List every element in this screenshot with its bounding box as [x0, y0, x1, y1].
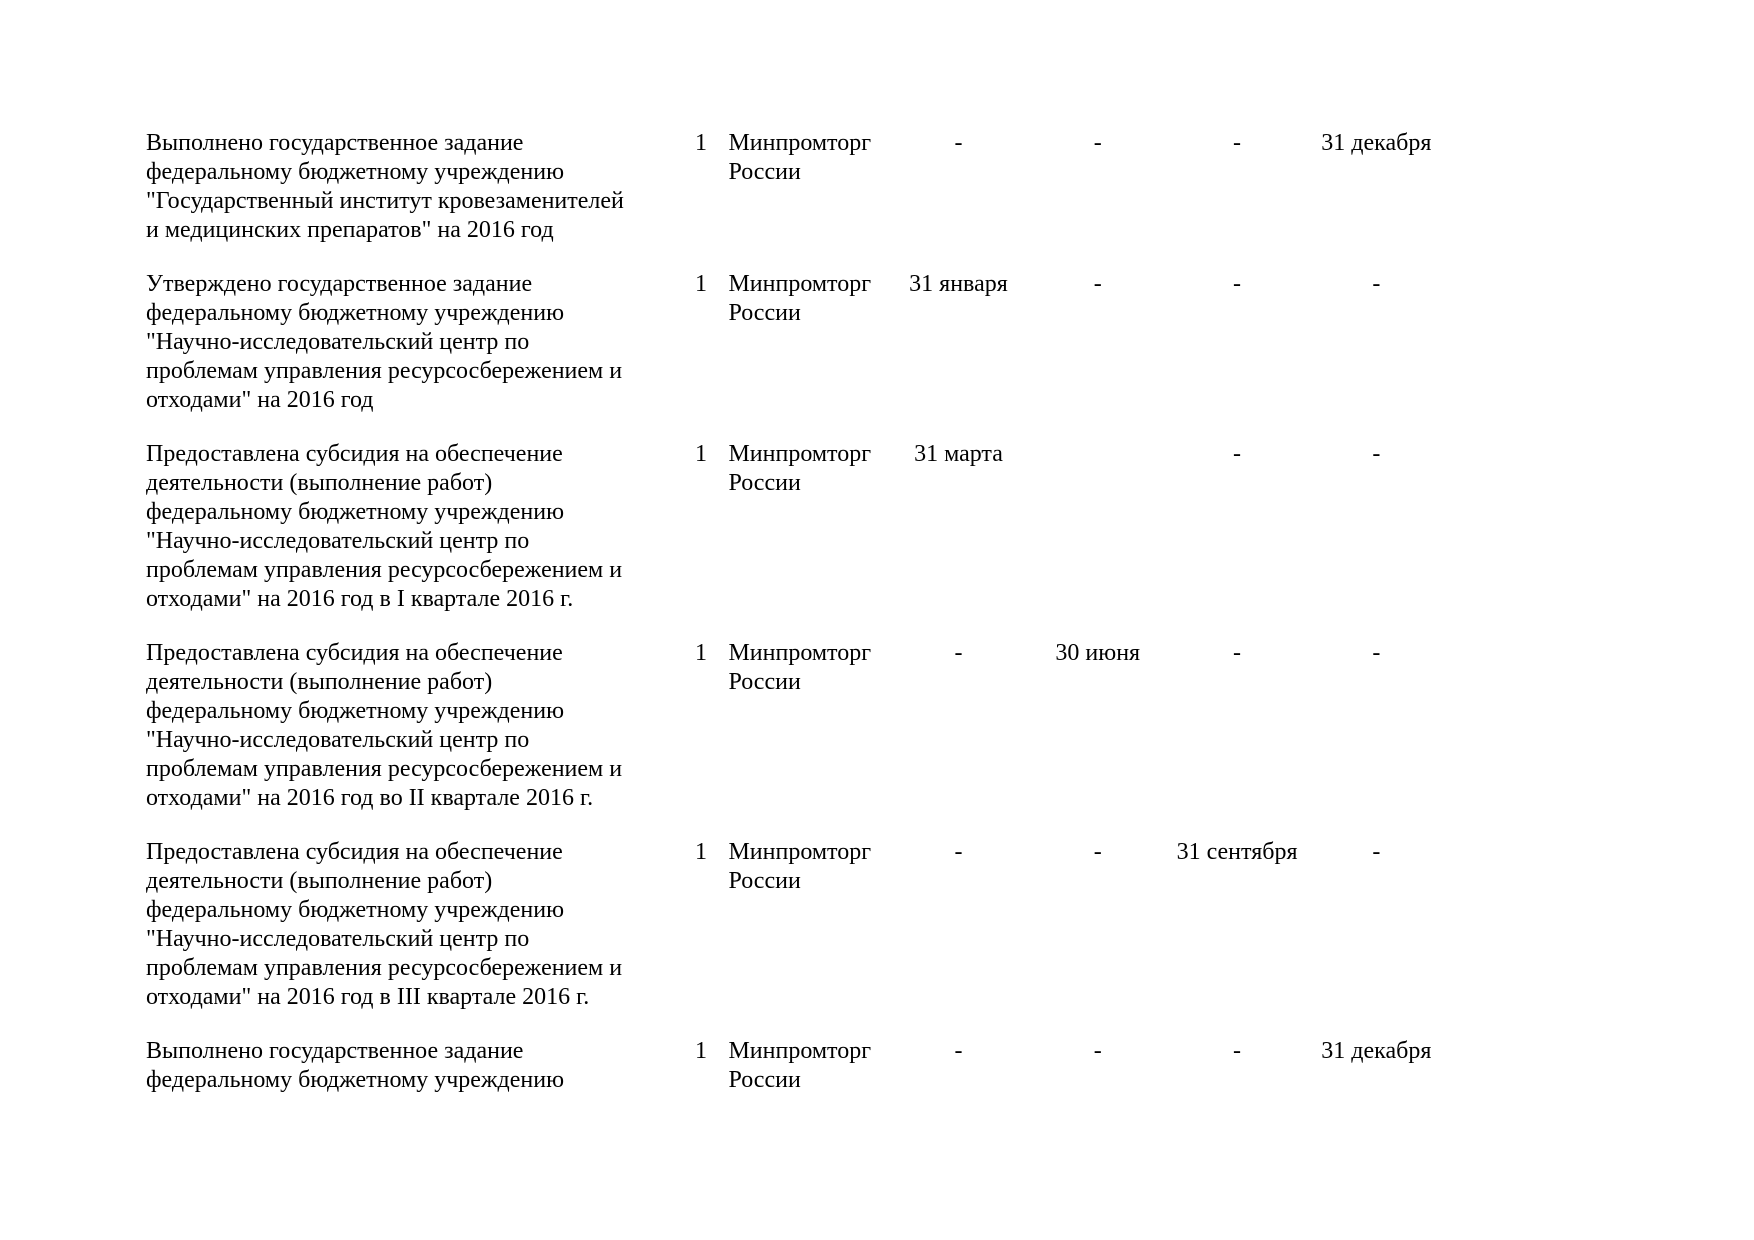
- row-q1-deadline: -: [954, 839, 963, 865]
- row-number: 1: [695, 640, 708, 666]
- row-q1-deadline: -: [954, 1038, 963, 1064]
- plan-table: [146, 129, 1446, 1095]
- table-row: [146, 639, 1446, 838]
- row-q2-deadline: -: [1093, 271, 1102, 297]
- row-number: 1: [695, 1038, 708, 1064]
- row-q3-deadline: 31 сентября: [1176, 839, 1298, 865]
- row-q1-deadline: -: [954, 640, 963, 666]
- row-q3-deadline: -: [1233, 271, 1242, 297]
- row-number: 1: [695, 130, 708, 156]
- row-q1-deadline: 31 января: [909, 271, 1008, 297]
- row-q2-deadline: -: [1093, 130, 1102, 156]
- row-q1-deadline: -: [954, 130, 963, 156]
- row-executor: Минпромторг России: [728, 1038, 872, 1093]
- row-description: Выполнено государственное задание федеральному бюджетному учреждению "Государственный институт кровезаменителей и медицинских препаратов" на 2016 год: [146, 130, 624, 243]
- row-q3-deadline: -: [1233, 441, 1242, 467]
- table-row: [146, 440, 1446, 639]
- row-q3-deadline: -: [1233, 1038, 1242, 1064]
- row-q4-deadline: -: [1372, 839, 1381, 865]
- table-row: [146, 129, 1446, 270]
- row-q4-deadline: 31 декабря: [1321, 1038, 1432, 1064]
- row-description: Предоставлена субсидия на обеспечение деятельности (выполнение работ) федеральному бюджетному учреждению "Научно-исследовательский центр по проблемам управления ресурсосбережением и отходами" на 2016 год в I квартале 2016 г.: [146, 441, 623, 612]
- row-q3-deadline: -: [1233, 640, 1242, 666]
- row-description: Предоставлена субсидия на обеспечение деятельности (выполнение работ) федеральному бюджетному учреждению "Научно-исследовательский центр по проблемам управления ресурсосбережением и отходами" на 2016 год в III квартале 2016 г.: [146, 839, 623, 1010]
- table-row: [146, 838, 1446, 1037]
- row-description: Утверждено государственное задание федеральному бюджетному учреждению "Научно-исследовательский центр по проблемам управления ресурсосбережением и отходами" на 2016 год: [146, 271, 623, 413]
- table-row: [146, 1037, 1446, 1095]
- row-q4-deadline: -: [1372, 271, 1381, 297]
- row-executor: Минпромторг России: [728, 640, 872, 695]
- row-q4-deadline: -: [1372, 640, 1381, 666]
- row-description: Предоставлена субсидия на обеспечение деятельности (выполнение работ) федеральному бюджетному учреждению "Научно-исследовательский центр по проблемам управления ресурсосбережением и отходами" на 2016 год во II квартале 2016 г.: [146, 640, 623, 811]
- row-q1-deadline: 31 марта: [914, 441, 1003, 467]
- row-executor: Минпромторг России: [728, 130, 872, 185]
- row-executor: Минпромторг России: [728, 839, 872, 894]
- row-number: 1: [695, 839, 708, 865]
- table-row: [146, 270, 1446, 440]
- row-q4-deadline: -: [1372, 441, 1381, 467]
- row-q2-deadline: -: [1093, 839, 1102, 865]
- row-q4-deadline: 31 декабря: [1321, 130, 1432, 156]
- row-executor: Минпромторг России: [728, 271, 872, 326]
- row-q3-deadline: -: [1233, 130, 1242, 156]
- row-q2-deadline: [1028, 440, 1167, 639]
- row-description: Выполнено государственное задание федеральному бюджетному учреждению: [146, 1038, 565, 1093]
- row-number: 1: [695, 271, 708, 297]
- row-q2-deadline: -: [1093, 1038, 1102, 1064]
- row-q2-deadline: 30 июня: [1055, 640, 1141, 666]
- row-number: 1: [695, 441, 708, 467]
- row-executor: Минпромторг России: [728, 441, 872, 496]
